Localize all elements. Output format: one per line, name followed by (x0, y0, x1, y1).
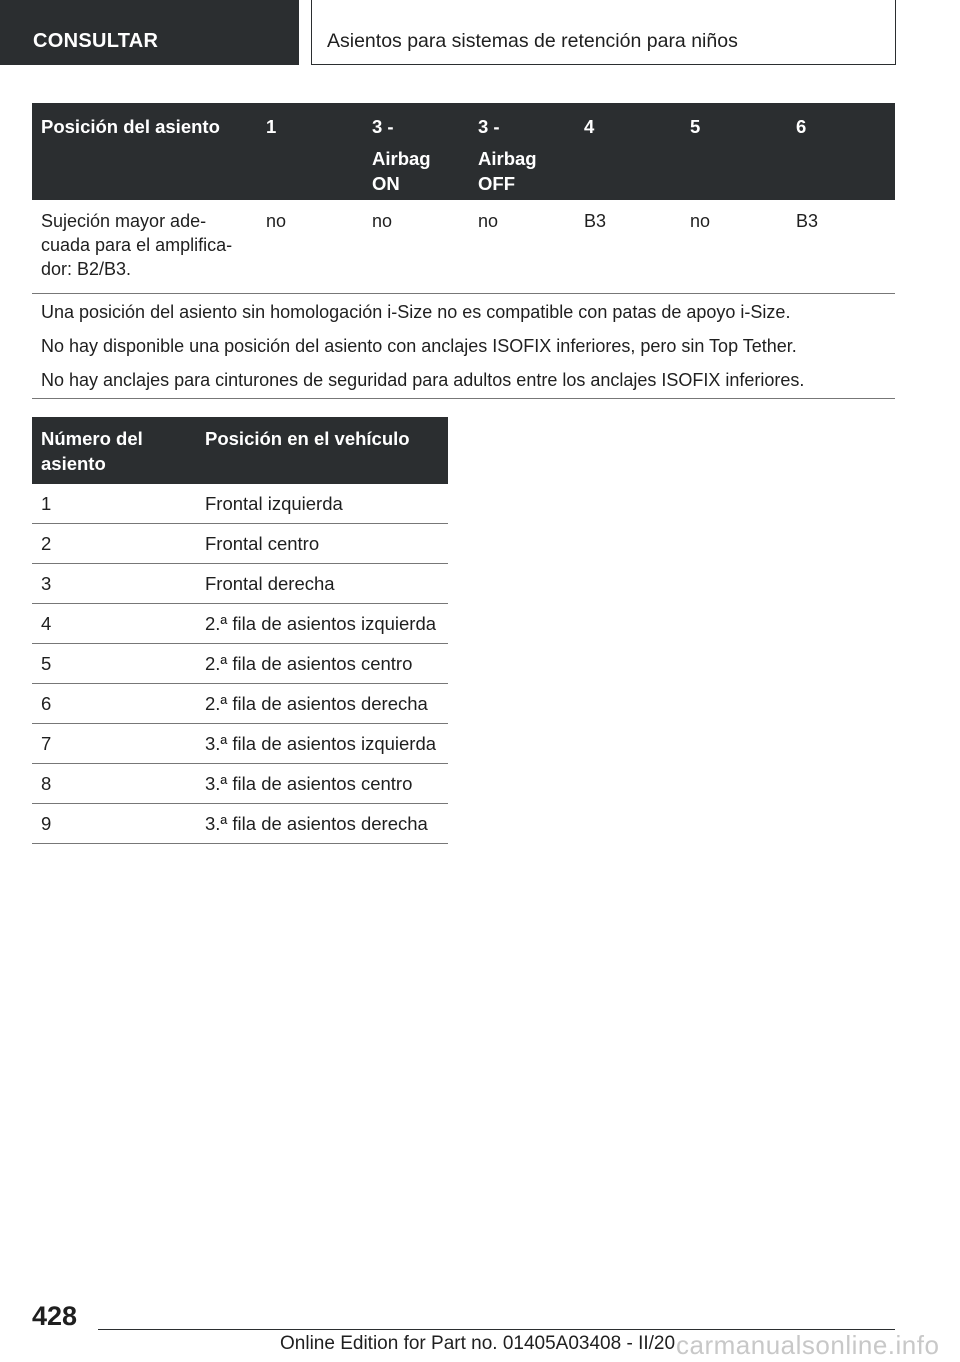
table-row (32, 804, 448, 844)
table-cell: no (363, 200, 469, 294)
column-header: 6 (787, 103, 895, 200)
seat-number: 8 (32, 764, 196, 804)
table-row (32, 764, 448, 804)
table-row (32, 684, 448, 724)
table-cell: no (681, 200, 787, 294)
column-header: Número del asiento (32, 417, 196, 484)
table-cell: B3 (787, 200, 895, 294)
seat-position: 2.ª fila de asientos derecha (196, 684, 448, 724)
seat-number: 4 (32, 604, 196, 644)
table-row (32, 524, 448, 564)
seat-position: 2.ª fila de asientos izquierda (196, 604, 448, 644)
table-row (32, 604, 448, 644)
seat-position: 3.ª fila de asientos izquierda (196, 724, 448, 764)
column-header: 5 (681, 103, 787, 200)
column-header: 4 (575, 103, 681, 200)
table-row (32, 484, 448, 524)
page-number: 428 (32, 1301, 78, 1331)
note-text: Una posición del asiento sin homologación i-Size no es compatible con patas de apoyo i-Size. (41, 302, 791, 322)
column-header: Posición en el vehículo (196, 417, 448, 484)
row-label: Sujeción mayor adecuada para el amplificador: B2/B3. (32, 200, 257, 294)
seat-number: 9 (32, 804, 196, 844)
seat-position: 3.ª fila de asientos centro (196, 764, 448, 804)
table-cell: no (257, 200, 363, 294)
notes-row (32, 294, 895, 399)
seat-number: 2 (32, 524, 196, 564)
column-header: 1 (257, 103, 363, 200)
seat-number: 5 (32, 644, 196, 684)
table-row (32, 564, 448, 604)
seat-number: 3 (32, 564, 196, 604)
seat-compatibility-table (32, 103, 895, 399)
seat-position: Frontal derecha (196, 564, 448, 604)
seat-position: 3.ª fila de asientos derecha (196, 804, 448, 844)
table-header-row (32, 417, 448, 484)
watermark: carmanualsonline.info (676, 1330, 940, 1360)
chapter-title: Asientos para sistemas de retención para niños (311, 0, 896, 65)
table-header-row (32, 103, 895, 200)
seat-position: 2.ª fila de asientos centro (196, 644, 448, 684)
column-header: Posición del asiento (32, 103, 257, 200)
table-cell: B3 (575, 200, 681, 294)
notes-cell (32, 294, 895, 399)
table-row (32, 724, 448, 764)
table-row (32, 200, 895, 294)
seat-position-table (32, 417, 448, 844)
seat-number: 7 (32, 724, 196, 764)
column-header: 3 - Airbag OFF (469, 103, 575, 200)
seat-position: Frontal centro (196, 524, 448, 564)
note-text: No hay anclajes para cinturones de seguridad para adultos entre los anclajes ISOFIX inferiores. (41, 370, 805, 390)
seat-number: 1 (32, 484, 196, 524)
column-header: 3 - Airbag ON (363, 103, 469, 200)
table-cell: no (469, 200, 575, 294)
seat-position: Frontal izquierda (196, 484, 448, 524)
note-text: No hay disponible una posición del asiento con anclajes ISOFIX inferiores, pero sin Top Tether. (41, 336, 797, 356)
section-tab[interactable]: CONSULTAR (0, 0, 299, 65)
table-row (32, 644, 448, 684)
edition-text: Online Edition for Part no. 01405A03408 - II/20 (280, 1333, 676, 1354)
seat-number: 6 (32, 684, 196, 724)
